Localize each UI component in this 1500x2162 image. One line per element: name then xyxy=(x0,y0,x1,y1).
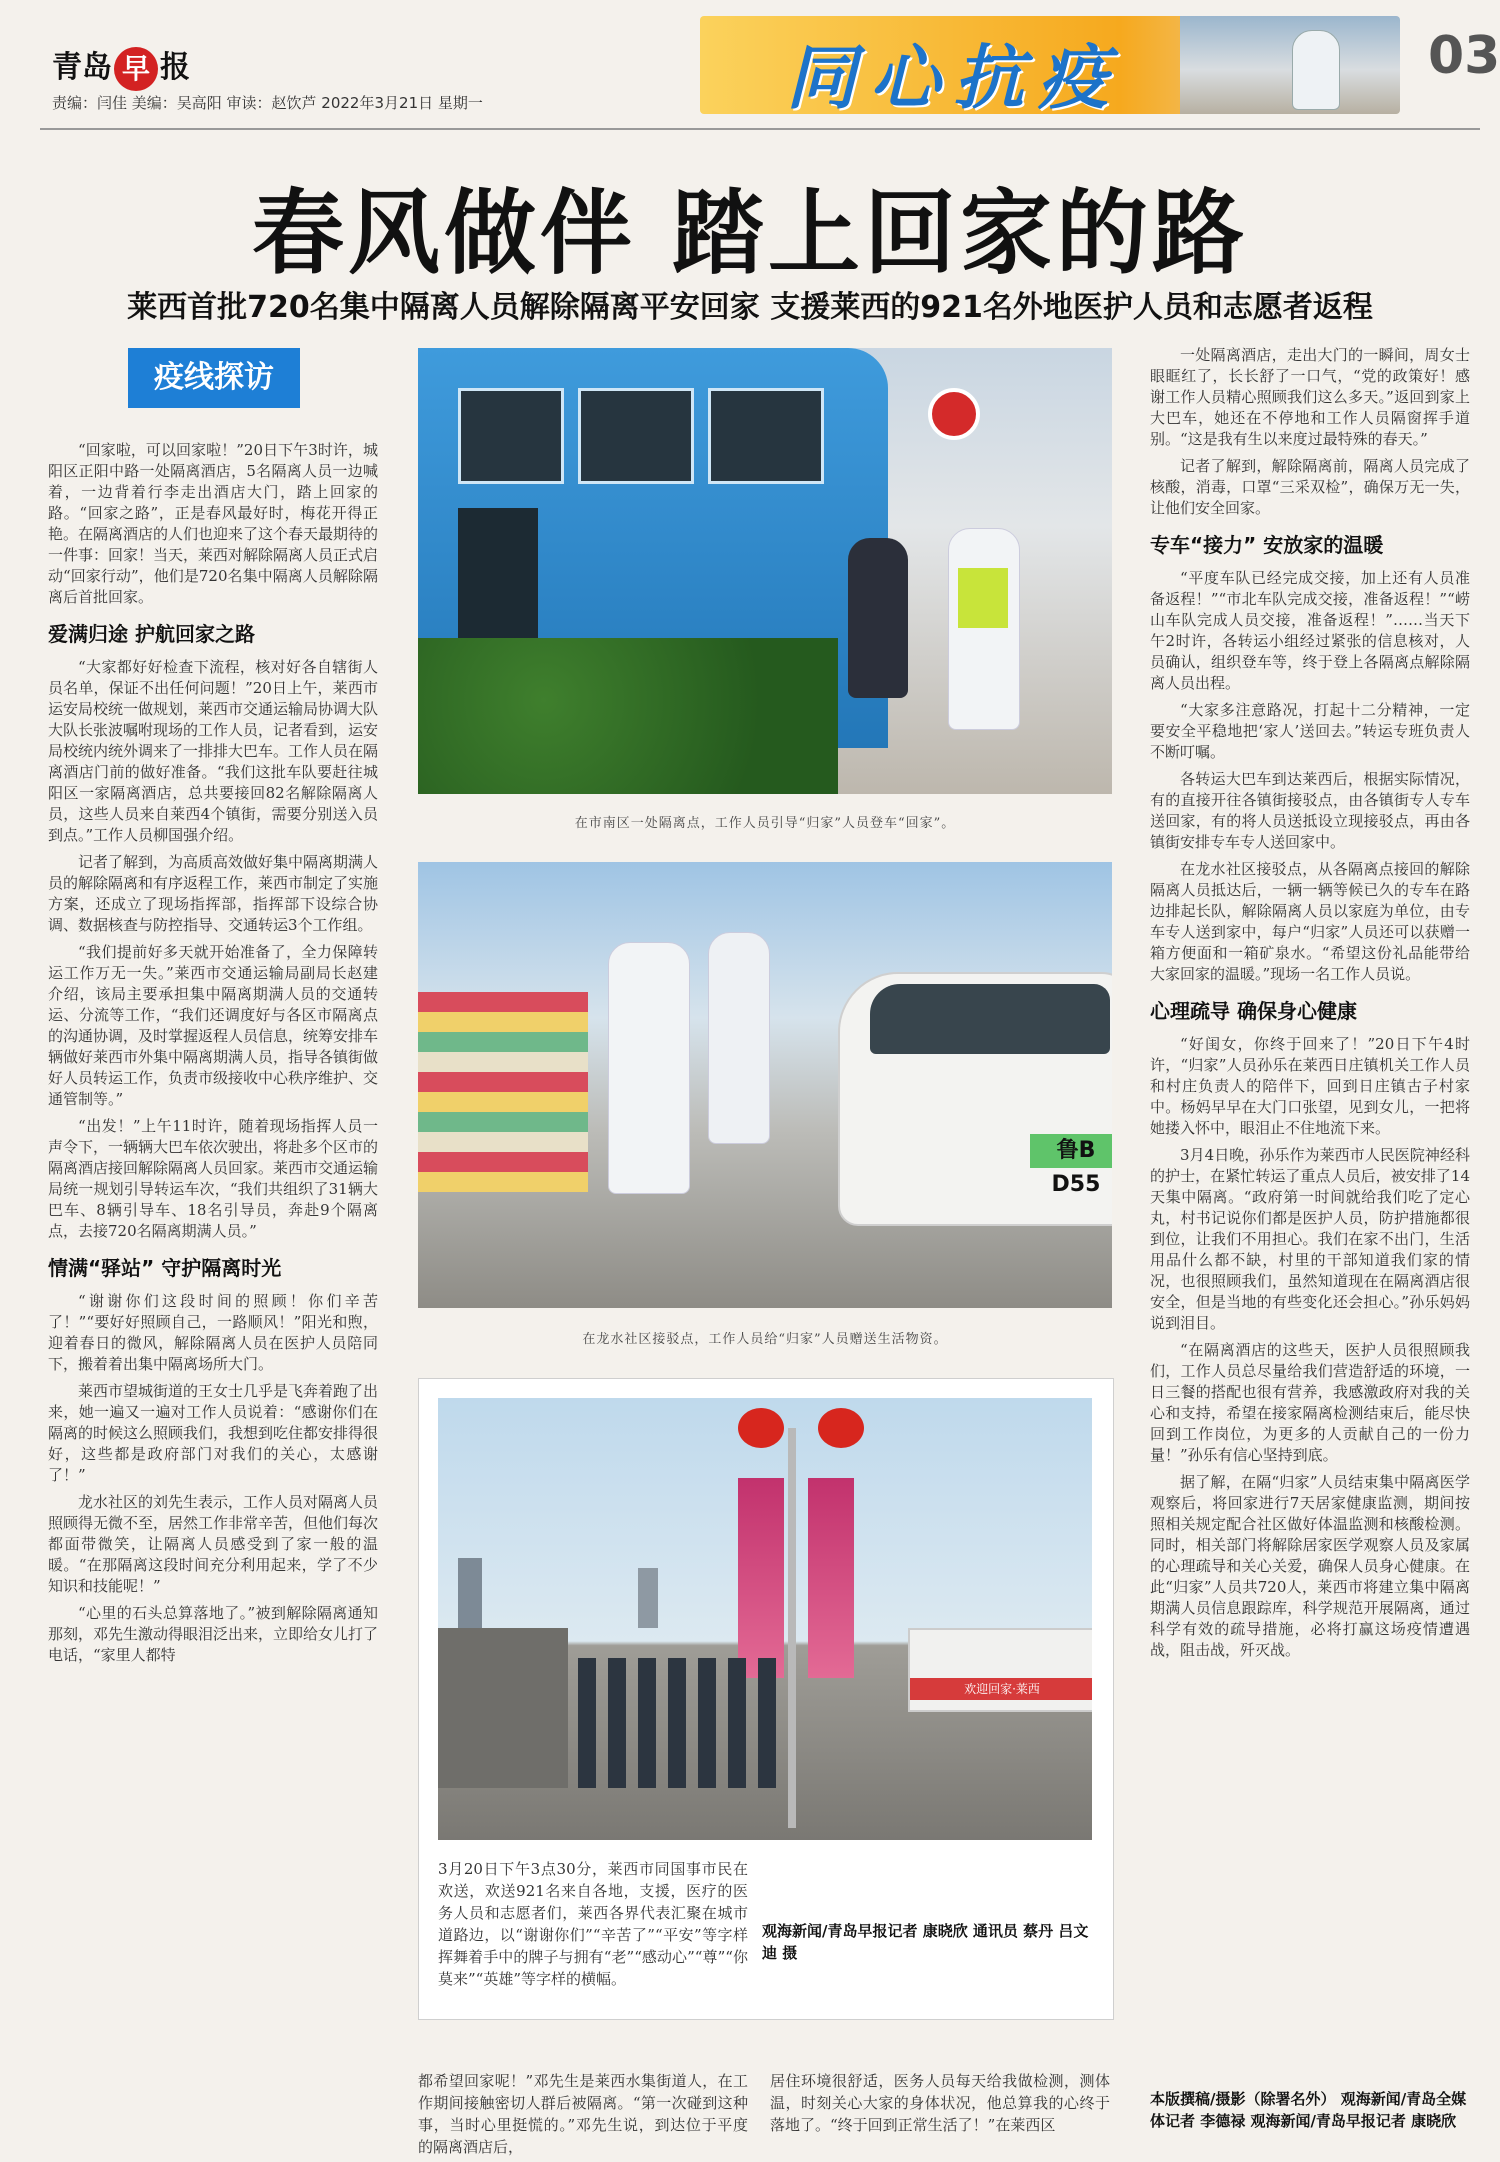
newspaper-logo xyxy=(52,42,190,91)
street-banner xyxy=(808,1478,854,1678)
photo-byline: 观海新闻/青岛早报记者 康晓欣 通讯员 蔡丹 吕文迪 摄 xyxy=(762,1922,1089,1962)
article-paragraph: 龙水社区的刘先生表示，工作人员对隔离人员照顾得无微不至，居然工作非常辛苦，但他们每次都面带微笑，让隔离人员感受到了家一般的温暖。“在那隔离这段时间充分利用起来，学了不少知识和技能呢！” xyxy=(48,1493,378,1595)
crowd xyxy=(548,1658,778,1788)
hedge xyxy=(418,638,838,794)
article-paragraph: “好闺女，你终于回来了！”20日下午4时许，“归家”人员孙乐在莱西日庄镇机关工作人员和村庄负责人的陪伴下，回到日庄镇古子村家中。杨妈早早在大门口张望，见到女儿，一把将她搂入怀中，眼泪止不住地流下来。 xyxy=(1150,1035,1470,1137)
article-paragraph: “出发！”上午11时许，随着现场指挥人员一声令下，一辆辆大巴车依次驶出，将赴多个区市的隔离酒店接回解除隔离人员回家。莱西市交通运输局统一规划引导转运车次，“我们共组织了31辆大巴车、8辆引导车、18名引导员，奔赴9个隔离点，去接720名隔离期满人员。” xyxy=(48,1117,378,1240)
car-windshield xyxy=(870,984,1110,1054)
medical-worker xyxy=(708,932,770,1144)
article-paragraph: “大家多注意路况，打起十二分精神，一定要安全平稳地把‘家人’送回去。”转运专班负责人不断叮嘱。 xyxy=(1150,701,1470,761)
photo-bus-boarding xyxy=(418,348,1112,794)
section-heading: 专车“接力” 安放家的温暖 xyxy=(1150,533,1384,557)
person xyxy=(848,538,908,698)
article-paragraph: 记者了解到，解除隔离前，隔离人员完成了核酸，消毒，口罩“三采双检”，确保万无一失，让他们安全回家。 xyxy=(1150,457,1470,517)
section-banner xyxy=(700,16,1400,114)
column-tag: 疫线探访 xyxy=(128,348,300,408)
medical-worker xyxy=(948,528,1020,730)
lamp-post xyxy=(788,1428,796,1828)
photo-caption-long: 3月20日下午3点30分，莱西市同国事市民在欢送，欢送921名来自各地，支援，医疗的医务人员和志愿者们，莱西各界代表汇聚在城市道路边，以“谢谢你们”“辛苦了”“平安”等字样挥舞着手中的牌子与拥有“老”“感动心”“尊”“你莫来”“英雄”等字样的横幅。 xyxy=(438,1860,748,1988)
editor-credits: 责编：闫佳 美编：吴高阳 审读：赵饮芦 2022年3月21日 星期一 xyxy=(52,94,483,112)
red-lantern xyxy=(738,1408,784,1448)
building xyxy=(458,1558,482,1628)
building xyxy=(638,1568,658,1628)
bus-window xyxy=(708,388,824,484)
white-car xyxy=(838,972,1112,1226)
article-paragraph: “大家都好好检查下流程，核对好各自辖街人员名单，保证不出任何问题！”20日上午，莱西市运安局校统一做规划，莱西市交通运输局协调大队大队长张波嘱咐现场的工作人员，记者看到，运安局校统内统外调来了一排排大巴车。工作人员在隔离酒店门前的做好准备。“我们这批车队要赶往城阳区一家隔离酒店，总共要接回82名解除隔离人员，这些人员来自莱西4个镇街，需要分别送入员到点。”工作人员柳国强介绍。 xyxy=(48,658,378,844)
subheadline: 莱西首批720名集中隔离人员解除隔离平安回家 支援莱西的921名外地医护人员和志愿者返程 xyxy=(127,290,1373,325)
header-divider xyxy=(40,128,1480,130)
logo-badge: 早 xyxy=(114,47,158,91)
banner-photo xyxy=(1180,16,1400,114)
bottom-paragraph: 都希望回家呢！”邓先生是莱西水集街道人，在工作期间接触密切人群后被隔离。“第一次碰到这种事，当时心里挺慌的。”邓先生说，到达位于平度的隔离酒店后， xyxy=(418,2072,748,2156)
article-paragraph: 莱西市望城街道的王女士几乎是飞奔着跑了出来，她一遍又一遍对工作人员说着：“感谢你们在隔离的时候这么照顾我们，我想到吃住都安排得很好，这些都是政府部门对我们的关心，太感谢了！” xyxy=(48,1382,378,1484)
article-paragraph: 各转运大巴车到达莱西后，根据实际情况，有的直接开往各镇街接驳点，由各镇街专人专车送回家，有的将人员送抵设立现接驳点，再由各镇街安排专车专人送回家中。 xyxy=(1150,770,1470,851)
section-heading: 心理疏导 确保身心健康 xyxy=(1150,999,1357,1023)
photo-supplies-handout xyxy=(418,862,1112,1308)
article-paragraph: 一处隔离酒店，走出大门的一瞬间，周女士眼眶红了，长长舒了一口气，“党的政策好！感谢工作人员精心照顾我们这么多天。”返回到家上大巴车，她还在不停地和工作人员隔窗挥手道别。“这是我有生以来度过最特殊的春天。” xyxy=(1150,346,1470,448)
section-heading: 爱满归途 护航回家之路 xyxy=(48,622,255,646)
article-paragraph: “平度车队已经完成交接，加上还有人员准备返程！”“市北车队完成交接，准备返程！”“崂山车队完成人员交接，准备返程！”……当天下午2时许，各转运小组经过紧张的信息核对，人员确认，组织登车等，终于登上各隔离点解除隔离人员出程。 xyxy=(1150,569,1470,692)
photo-farewell-crowd xyxy=(438,1398,1092,1840)
left-column xyxy=(48,440,378,2155)
article-paragraph: “谢谢你们这段时间的照顾！你们辛苦了！”“要好好照顾自己，一路顺风！”阳光和煦，迎着春日的微风，解除隔离人员在医护人员陪同下，搬着着出集中隔离场所大门。 xyxy=(48,1292,378,1373)
bus-window xyxy=(458,388,564,484)
no-parking-sign xyxy=(928,388,980,440)
page-byline: 本版撰稿/摄影（除署名外） 观海新闻/青岛全媒体记者 李德禄 观海新闻/青岛早报记者 康晓欣 xyxy=(1150,2090,1467,2130)
right-column xyxy=(1150,345,1470,2085)
article-paragraph: 3月4日晚，孙乐作为莱西市人民医院神经科的护士，在紧忙转运了重点人员后，被安排了14天集中隔离。“政府第一时间就给我们吃了定心丸，村书记说你们都是医护人员，防护措施都很到位，让我们不用担心。我们在家不出门，生活用品什么都不缺，村里的干部知道我们家的情况，也很照顾我们，虽然知道现在在隔离酒店很安全，但是当地的有些变化还会担心。”孙乐妈妈说到泪目。 xyxy=(1150,1146,1470,1332)
license-plate: 鲁B D55 xyxy=(1030,1134,1112,1168)
section-heading: 情满“驿站” 守护隔离时光 xyxy=(48,1256,282,1280)
bus-window xyxy=(578,388,694,484)
reflective-vest xyxy=(958,568,1008,628)
logo-text-left: 青岛 xyxy=(52,50,112,85)
bottom-paragraph: 居住环境很舒适，医务人员每天给我做检测，测体温，时刻关心大家的身体状况，他总算我的心终于落地了。“终于回到正常生活了！”在莱西区 xyxy=(770,2072,1110,2134)
main-headline: 春风做伴 踏上回家的路 xyxy=(251,180,1249,287)
supply-boxes xyxy=(418,992,588,1192)
bus-banner-text: 欢迎回家·莱西 xyxy=(910,1678,1092,1700)
photo-caption: 在龙水社区接驳点，工作人员给“归家”人员赠送生活物资。 xyxy=(582,1332,948,1347)
street-banner xyxy=(738,1478,784,1678)
road xyxy=(438,1628,568,1788)
bus-door xyxy=(458,508,538,658)
banner-medic-figure xyxy=(1292,30,1340,110)
red-lantern xyxy=(818,1408,864,1448)
white-bus xyxy=(908,1628,1092,1712)
intro-paragraph: “回家啦，可以回家啦！”20日下午3时许，城阳区正阳中路一处隔离酒店，5名隔离人员一边喊着，一边背着行李走出酒店大门，踏上回家的路。“回家之路”，正是春风最好时，梅花开得正艳。在隔离酒店的人们也迎来了这个春天最期待的一件事：回家！当天，莱西对解除隔离人员正式启动“回家行动”，他们是720名集中隔离人员解除隔离后首批回家。 xyxy=(48,441,378,606)
medical-worker xyxy=(608,942,690,1194)
article-paragraph: “在隔离酒店的这些天，医护人员很照顾我们，工作人员总尽量给我们营造舒适的环境，一日三餐的搭配也很有营养，我感激政府对我的关心和支持，希望在接家隔离检测结束后，能尽快回到工作岗位，为更多的人贡献自己的一份力量！”孙乐有信心坚持到底。 xyxy=(1150,1341,1470,1464)
article-paragraph: 记者了解到，为高质高效做好集中隔离期满人员的解除隔离和有序返程工作，莱西市制定了实施方案，还成立了现场指挥部，指挥部下设综合协调、数据核查与防控指导、交通转运3个工作组。 xyxy=(48,853,378,934)
photo-caption: 在市南区一处隔离点，工作人员引导“归家”人员登车“回家”。 xyxy=(574,816,956,831)
article-paragraph: 据了解，在隔“归家”人员结束集中隔离医学观察后，将回家进行7天居家健康监测，期间按照相关规定配合社区做好体温监测和核酸检测。同时，相关部门将解除居家医学观察人员及家属的心理疏导和关心关爱，确保人员身心健康。在此“归家”人员共720人，莱西市将建立集中隔离期满人员信息跟踪库，科学规范开展隔离，通过科学有效的疏导措施，必将打赢这场疫情遭遇战，阻击战，歼灭战。 xyxy=(1150,1473,1470,1659)
logo-text-right: 报 xyxy=(160,50,190,85)
section-banner-title: 同心抗疫 xyxy=(786,37,1122,114)
page-number: 03 xyxy=(1428,26,1500,86)
article-paragraph: 在龙水社区接驳点，从各隔离点接回的解除隔离人员抵达后，一辆一辆等候已久的专车在路边排起长队，解除隔离人员以家庭为单位，由专车专人送到家中，每户“归家”人员还可以获赠一箱方便面和一箱矿泉水。“希望这份礼品能带给大家回家的温暖。”现场一名工作人员说。 xyxy=(1150,860,1470,983)
article-paragraph: “心里的石头总算落地了。”被到解除隔离通知那刻，邓先生激动得眼泪泛出来，立即给女儿打了电话，“家里人都特 xyxy=(48,1604,378,1664)
article-paragraph: “我们提前好多天就开始准备了，全力保障转运工作万无一失。”莱西市交通运输局副局长赵建介绍，该局主要承担集中隔离期满人员的交通转运、分流等工作，“我们还调度好与各区市隔离点的沟通协调，及时掌握返程人员信息，统筹安排车辆做好莱西市外集中隔离期满人员，指导各镇街做好人员转运工作，负责市级接收中心秩序维护、交通管制等。” xyxy=(48,943,378,1108)
